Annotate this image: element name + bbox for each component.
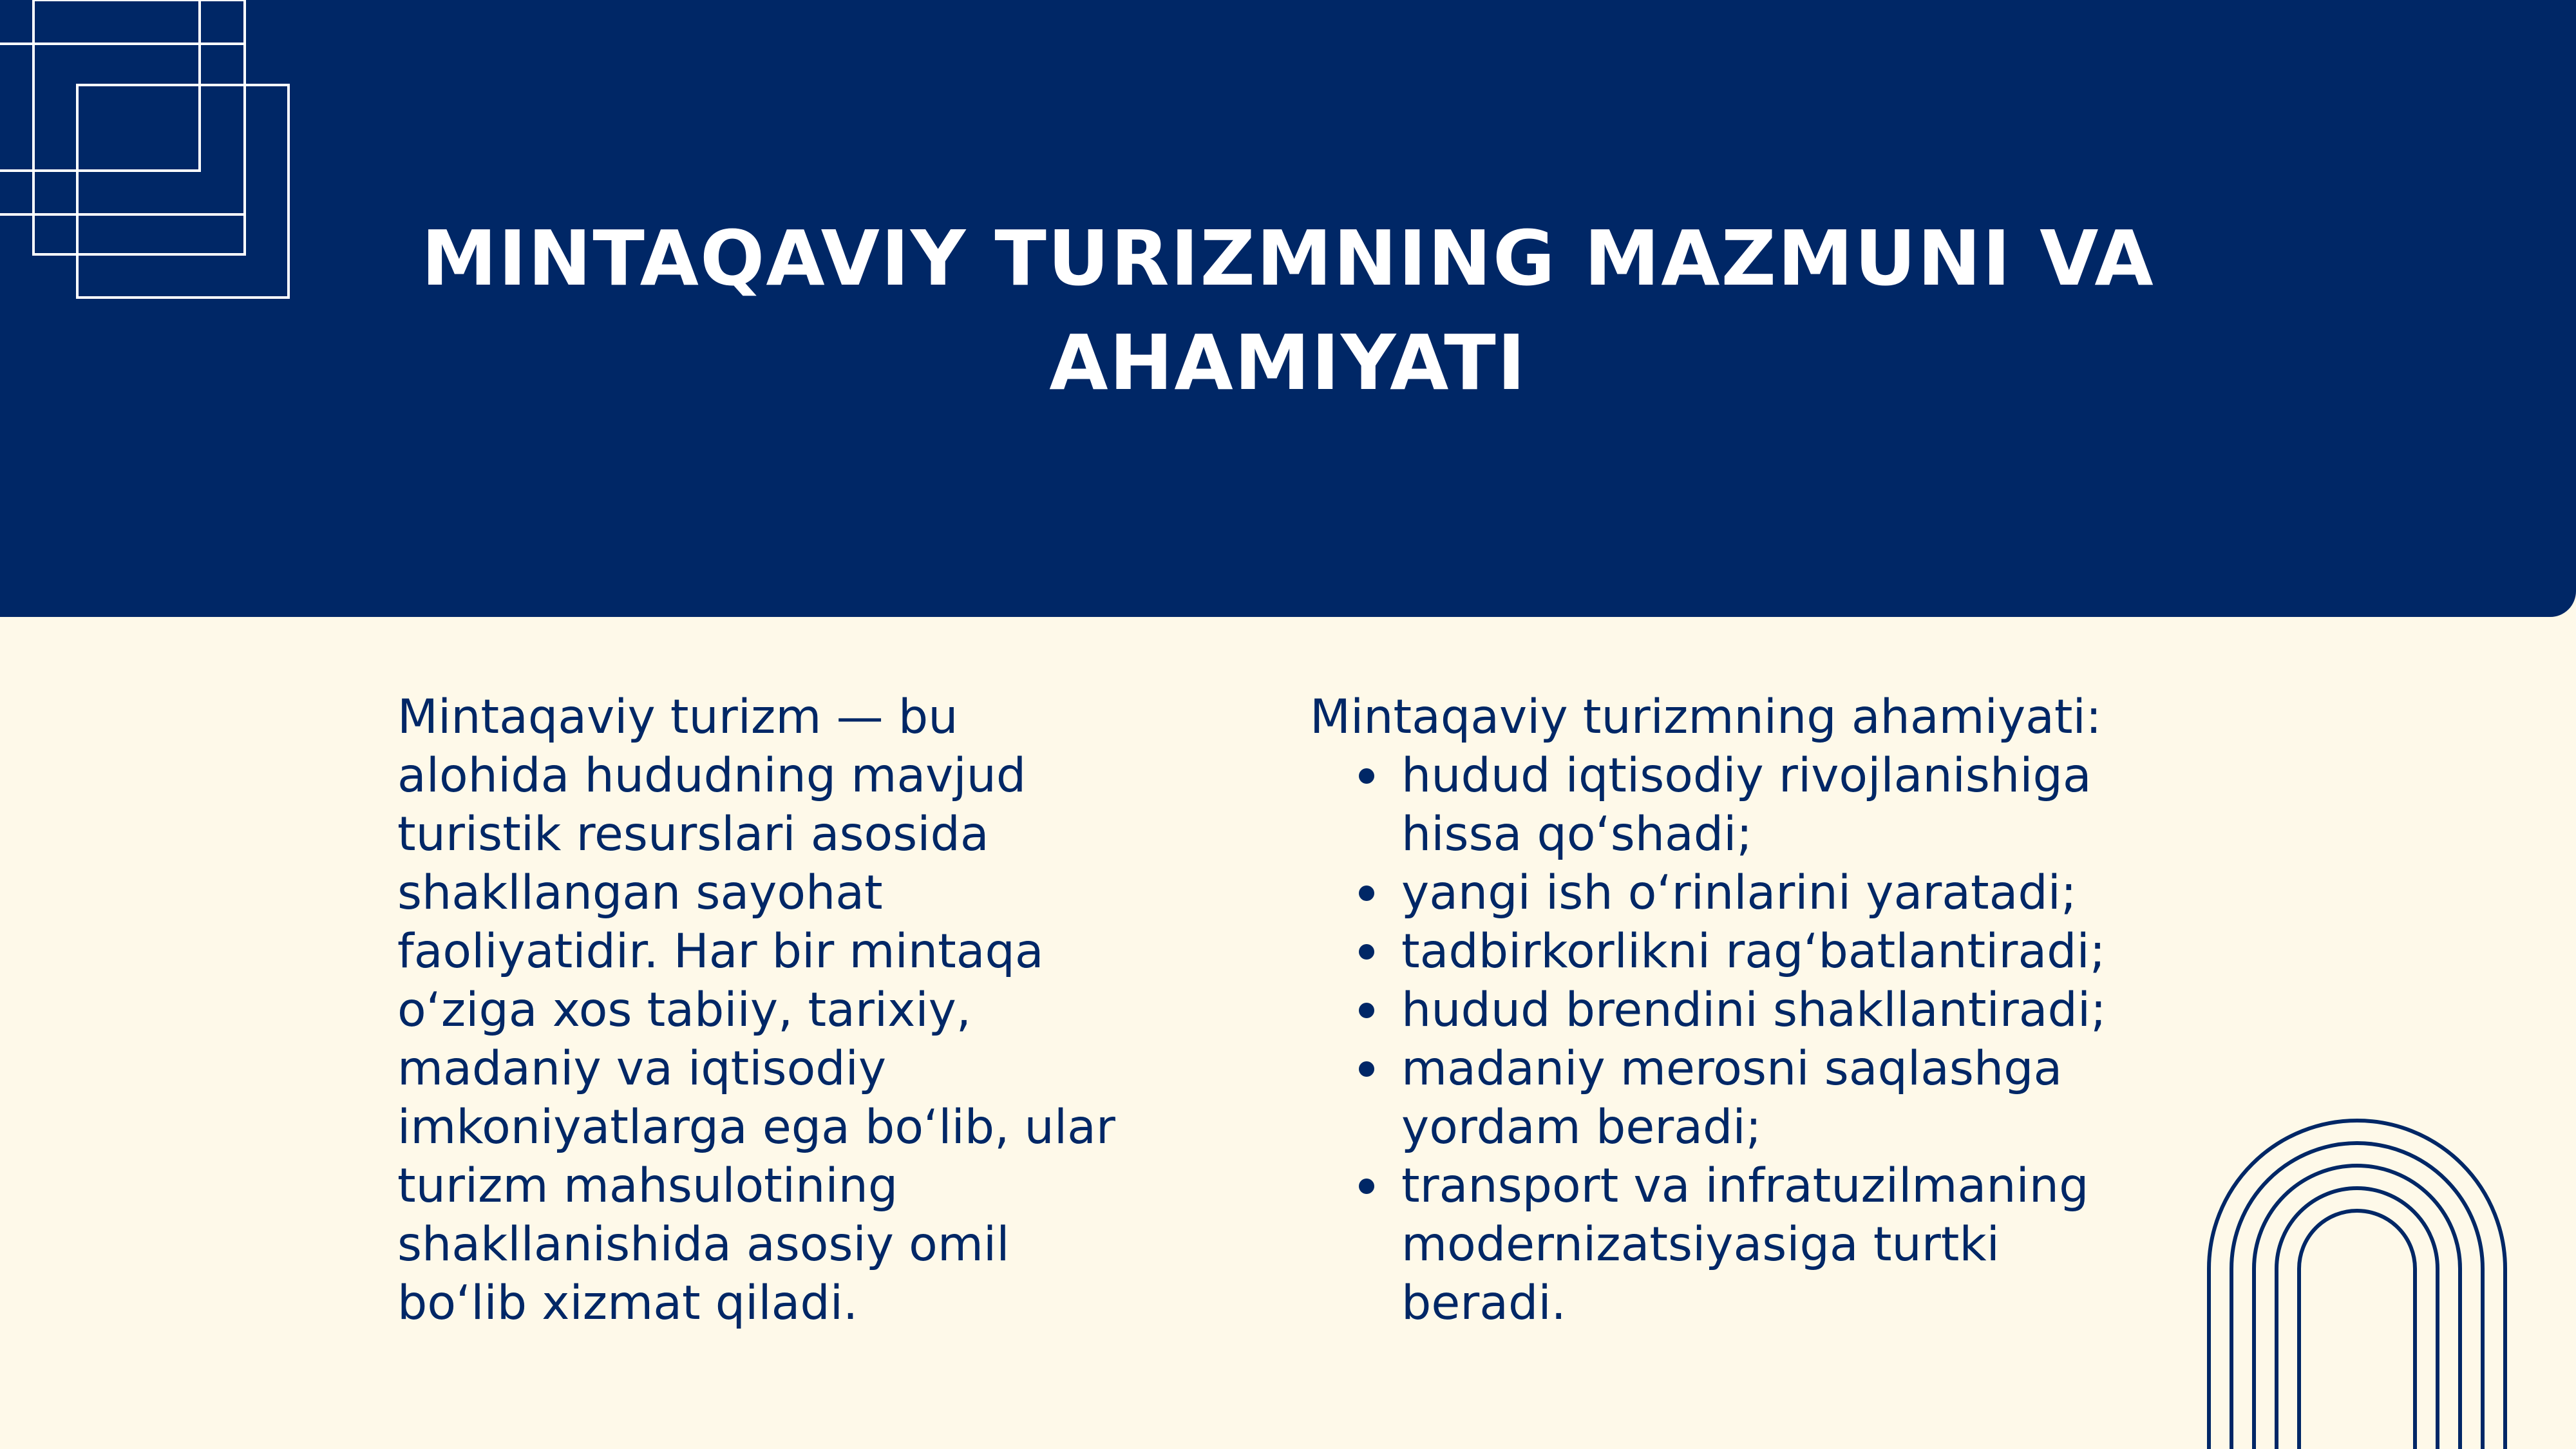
list-item-text: tadbirkorlikni rag‘batlantiradi;	[1401, 924, 2106, 979]
overlapping-squares-decoration	[0, 0, 296, 303]
list-item-text: transport va infratuzilmaning modernizatsiyasiga turtki beradi.	[1401, 1159, 2089, 1331]
square-outline-2	[0, 44, 245, 214]
list-item-text: hudud iqtisodiy rivojlanishiga hissa qo‘shadi;	[1401, 748, 2092, 862]
list-item	[1310, 1039, 2173, 1157]
bullet-icon	[1359, 886, 1374, 901]
bullet-icon	[1359, 1179, 1374, 1194]
list-item	[1310, 1157, 2173, 1332]
bullet-icon	[1359, 768, 1374, 784]
list-item	[1310, 864, 2173, 922]
square-outline-4	[77, 85, 289, 298]
bullet-icon	[1359, 1061, 1374, 1077]
list-item	[1310, 981, 2173, 1039]
arch-outline-3	[2254, 1166, 2460, 1449]
slide-title: MINTAQAVIY TURIZMNING MAZMUNI VA AHAMIYATI	[421, 214, 2155, 407]
definition-paragraph: Mintaqaviy turizm — bu alohida hududning mavjud turistik resurslari asosida shakllangan sayohat faoliyatidir. Har bir mintaqa o‘ziga xos tabiiy, tarixiy, madaniy va iqtisodiy imkoniyatlarga ega bo‘lib, ular turizm mahsulotining shakllanishida asosiy omil bo‘lib xizmat qiladi.	[397, 690, 1115, 1331]
bullet-icon	[1359, 944, 1374, 960]
importance-list	[1310, 746, 2173, 1332]
arch-outline-5	[2299, 1211, 2415, 1449]
list-item-text: madaniy merosni saqlashga yordam beradi;	[1401, 1041, 2063, 1155]
importance-section	[1310, 688, 2173, 1332]
concentric-arches-decoration	[2202, 1114, 2512, 1449]
list-item-text: yangi ish o‘rinlarini yaratadi;	[1401, 866, 2077, 920]
list-item-text: hudud brendini shakllantiradi;	[1401, 983, 2107, 1037]
importance-heading: Mintaqaviy turizmning ahamiyati:	[1310, 690, 2102, 744]
bullet-icon	[1359, 1003, 1374, 1018]
list-item	[1310, 746, 2173, 864]
list-item	[1310, 922, 2173, 981]
square-outline-3	[33, 0, 245, 254]
